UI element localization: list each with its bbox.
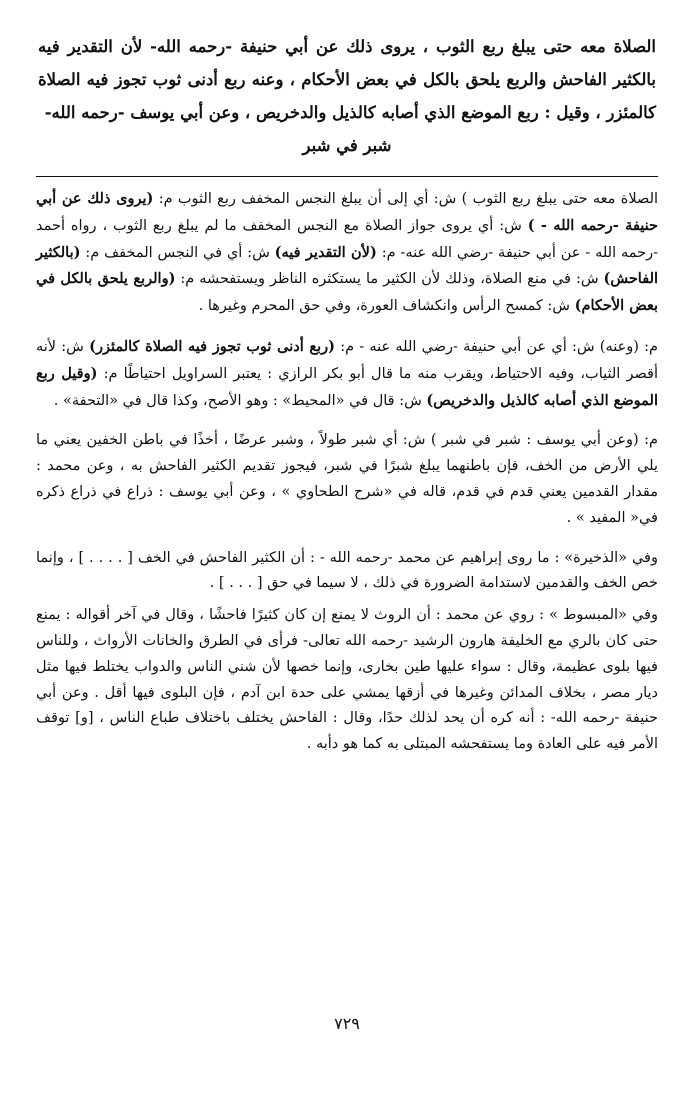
quoted-text: (لأن التقدير فيه) [274,243,377,261]
main-text-line: شبر في شبر [302,136,392,155]
main-text [38,30,656,162]
quoted-text: (بالكثير الفاحش) [36,243,659,288]
main-text-line: بالكثير الفاحش والربع يلحق بالكل في بعض الأحكام ، وعنه ربع أدنى ثوب تجوز فيه الصلاة [38,70,656,89]
commentary-paragraph: وفي «المبسوط » : روي عن محمد : أن الروث لا يمنع إن كان كثيرًا فاحشًا ، وقال في آخر أقواله : يمنع حتى كان بالري مع الخليفة هارون الرشيد -رحمه الله تعالى- فرأى في الطرق والخانات الأرواث ، وللناس فيها بلوى عظيمة، وقال : سواء عليها طين بخارى، وإنما خصها لأن شني الناس والدواب يختلط فيها مثل ديار مصر ، بخلاف المدائن وغيرها في أزقها يمشي على حدة ابن آدم ، فإن البلوى فيها أقل . وعن أبي حنيفة -رحمه الله- : أنه كره أن يحد لذلك حدًا، وقال : الفاحش يختلف باختلاف طباع الناس ، [و] توقف الأمر فيه على العادة وما يستفحشه المبتلى به كما هو دأبه . [36,607,658,753]
separator-line [36,176,658,177]
main-text-line: الصلاة معه حتى يبلغ ربع الثوب ، يروى ذلك عن أبي حنيفة -رحمه الله- لأن التقدير فيه [38,37,656,56]
commentary-paragraph: الصلاة معه حتى يبلغ ربع الثوب ) ش: أي إلى أن يبلغ النجس المخفف ربع الثوب م: (يروى ذلك عن أبي حنيفة -رحمه الله - ) ش: أي يروى جواز الصلاة مع النجس المخفف ما لم يبلغ ربع الثوب ، رواه أحمد -رحمه الله - عن أبي حنيفة -رضي الله عنه- م: (لأن التقدير فيه) ش: أي في النجس المخفف م: (بالكثير الفاحش) ش: في منع الصلاة، وذلك لأن الكثير ما يستكثره الناظر ويستفحشه م: (والربع يلحق بالكل في بعض الأحكام) ش: كمسح الرأس وانكشاف العورة، وفي حق المحرم وغيرها . [36,190,659,315]
quoted-text: (والربع يلحق بالكل في بعض الأحكام) [36,270,658,315]
commentary-paragraph: م: (وعنه) ش: أي عن أبي حنيفة -رضي الله عنه - م: (ربع أدنى ثوب تجوز فيه الصلاة كالمئزر) ش: لأنه أقصر الثياب، وفيه الاحتياط، ويقرب منه ما قال أبو بكر الرازي : يعتبر السراويل احتياطًا م: (وقيل ربع الموضع الذي أصابه كالذيل والدخريص) ش: قال في «المحيط» : وهو الأصح، وكذا قال في «التحفة» . [36,337,658,409]
quoted-text: (يروى ذلك عن أبي حنيفة -رحمه الله - ) [36,190,658,234]
commentary-paragraph: وفي «الذخيرة» : ما روى إبراهيم عن محمد -رحمه الله - : أن الكثير الفاحش في الخف [ . . . . ] ، وإنما خص الخف والقدمين لاستدامة الضرورة في ذلك ، لا سيما في حق [ . . . ] . [36,549,658,592]
commentary-paragraph: م: (وعن أبي يوسف : شبر في شبر ) ش: أي شبر طولاً ، وشبر عرضًا ، أخذًا في باطن الخفين يعني ما يلي الأرض من الخف، فإن باطنهما يبلغ شبرًا في شبر، فيجوز تقديم الكثير الفاحش به ، وعن محمد : مقدار القدمين يعني قدم في قدم، قاله في «شرح الطحاوي » ، وعن أبي يوسف : ذراع في ذراع ذكره في« المفيد » . [36,432,658,526]
page-number: ٧٢٩ [334,1014,360,1033]
commentary [36,186,658,772]
quoted-text: (وقيل ربع الموضع الذي أصابه كالذيل والدخريص) [36,364,658,409]
main-text-line: كالمئزر ، وقيل : ربع الموضع الذي أصابه كالذيل والدخريص ، وعن أبي يوسف -رحمه الله- [44,103,656,122]
quoted-text: (ربع أدنى ثوب تجوز فيه الصلاة كالمئزر) [89,337,335,355]
